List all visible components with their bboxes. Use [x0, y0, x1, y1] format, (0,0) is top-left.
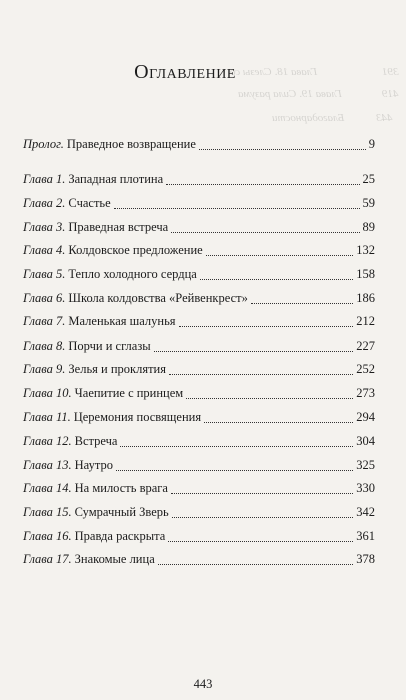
chapter-title: Счастье: [68, 196, 111, 210]
toc-entry: [23, 386, 375, 402]
toc-entry: [23, 137, 375, 153]
chapter-label: Глава 2.: [23, 196, 66, 210]
chapter-label: Глава 17.: [23, 552, 72, 566]
leader-dots: [171, 231, 359, 233]
leader-dots: [199, 148, 366, 150]
chapter-page: 378: [356, 552, 375, 566]
chapter-page: 273: [356, 386, 375, 400]
chapter-label: Глава 11.: [23, 410, 71, 424]
chapter-label: Глава 1.: [23, 172, 66, 186]
bleed-through-page-3: 443: [376, 112, 393, 124]
chapter-label: Глава 16.: [23, 529, 72, 543]
toc-entry: [23, 339, 375, 355]
chapter-page: 325: [356, 458, 375, 472]
toc-entry: [23, 243, 375, 259]
chapter-title: На милость врага: [74, 481, 168, 495]
chapter-page: 330: [356, 481, 375, 495]
page-title: Оглавление: [134, 61, 236, 83]
chapter-page: 227: [356, 339, 375, 353]
chapter-label: Глава 13.: [23, 458, 72, 472]
chapter-title: Встреча: [74, 434, 118, 448]
chapter-page: 342: [356, 505, 375, 519]
bleed-through-page-1: 391: [382, 66, 399, 78]
chapter-title: Школа колдовства «Рейвенкрест»: [68, 291, 248, 305]
leader-dots: [204, 421, 353, 423]
chapter-page: 186: [356, 291, 375, 305]
leader-dots: [168, 540, 353, 542]
toc-entry: [23, 196, 375, 212]
toc-entry: [23, 481, 375, 497]
chapter-title: Правда раскрыта: [74, 529, 166, 543]
chapter-page: 132: [356, 243, 375, 257]
chapter-title: Зелья и проклятия: [68, 362, 166, 376]
chapter-page: 158: [356, 267, 375, 281]
chapter-page: 212: [356, 314, 375, 328]
chapter-label: Глава 9.: [23, 362, 66, 376]
chapter-label: Глава 3.: [23, 220, 66, 234]
bleed-through-text-1: Глава 18. Слезы со: [230, 66, 318, 78]
chapter-label: Глава 14.: [23, 481, 72, 495]
leader-dots: [179, 325, 354, 327]
chapter-title: Сумрачный Зверь: [74, 505, 169, 519]
chapter-label: Глава 7.: [23, 314, 66, 328]
chapter-title: Праведное возвращение: [66, 137, 196, 151]
leader-dots: [169, 373, 353, 375]
chapter-title: Порчи и сглазы: [68, 339, 151, 353]
chapter-label: Глава 4.: [23, 243, 66, 257]
toc-entry: [23, 172, 375, 188]
toc-entry: [23, 220, 375, 236]
leader-dots: [172, 516, 354, 518]
leader-dots: [251, 302, 353, 304]
chapter-label: Глава 10.: [23, 386, 72, 400]
chapter-title: Знакомые лица: [74, 552, 155, 566]
chapter-label: Глава 8.: [23, 339, 66, 353]
leader-dots: [154, 350, 354, 352]
chapter-page: 9: [368, 137, 375, 151]
chapter-label: Пролог.: [23, 137, 64, 151]
toc-entry: [23, 529, 375, 545]
chapter-page: 361: [356, 529, 375, 543]
chapter-title: Тепло холодного сердца: [68, 267, 197, 281]
toc-entry: [23, 362, 375, 378]
chapter-page: 294: [356, 410, 375, 424]
chapter-title: Чаепитие с принцем: [74, 386, 184, 400]
leader-dots: [116, 469, 353, 471]
page-number: 443: [193, 677, 213, 691]
chapter-title: Западная плотина: [68, 172, 164, 186]
chapter-label: Глава 12.: [23, 434, 72, 448]
toc-entry: [23, 267, 375, 283]
chapter-title: Маленькая шалунья: [68, 314, 176, 328]
leader-dots: [114, 207, 360, 209]
leader-dots: [200, 278, 353, 280]
toc-entry: [23, 552, 375, 568]
toc-entry: [23, 505, 375, 521]
chapter-title: Колдовское предложение: [68, 243, 203, 257]
bleed-through-text-2: Глава 19. Сила разума: [238, 88, 342, 100]
leader-dots: [206, 254, 354, 256]
toc-entry: [23, 314, 375, 330]
toc-entry: [23, 291, 375, 307]
leader-dots: [186, 397, 353, 399]
leader-dots: [158, 563, 354, 565]
toc-entry: [23, 410, 375, 426]
chapter-page: 89: [362, 220, 375, 234]
bleed-through-text-3: Благодарности: [272, 112, 345, 124]
chapter-label: Глава 15.: [23, 505, 72, 519]
chapter-title: Церемония посвящения: [73, 410, 202, 424]
toc-entry: [23, 434, 375, 450]
chapter-title: Наутро: [74, 458, 113, 472]
leader-dots: [166, 183, 359, 185]
chapter-title: Праведная встреча: [68, 220, 169, 234]
leader-dots: [120, 445, 353, 447]
chapter-label: Глава 6.: [23, 291, 66, 305]
leader-dots: [171, 492, 353, 494]
toc-entry: [23, 458, 375, 474]
chapter-page: 25: [362, 172, 375, 186]
chapter-page: 252: [356, 362, 375, 376]
bleed-through-page-2: 419: [382, 88, 399, 100]
chapter-page: 304: [356, 434, 375, 448]
chapter-page: 59: [362, 196, 375, 210]
chapter-label: Глава 5.: [23, 267, 66, 281]
